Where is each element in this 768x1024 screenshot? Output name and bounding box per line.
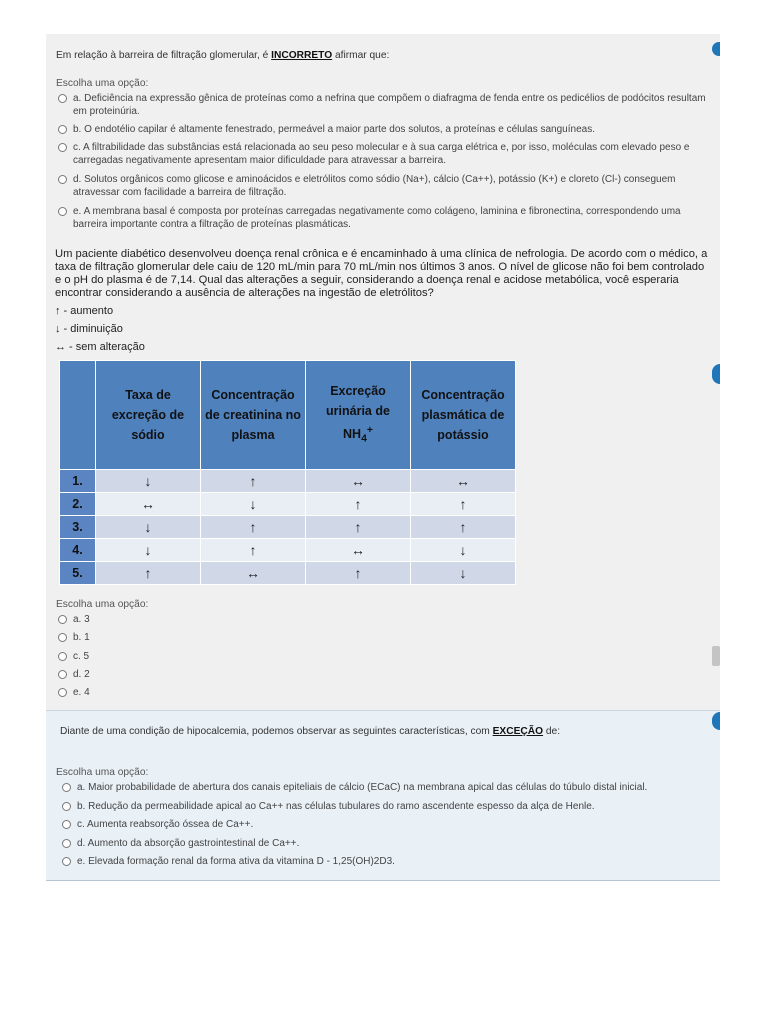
table-header: Taxa de excreção de sódio <box>96 361 201 470</box>
table-cell: ↑ <box>201 470 306 493</box>
option-text: e. Elevada formação renal da forma ativa da vitamina D - 1,25(OH)2D3. <box>77 856 395 867</box>
option-text: b. 1 <box>73 632 90 643</box>
radio-button[interactable] <box>62 783 71 792</box>
legend-no-change: ↔ - sem alteração <box>55 341 145 353</box>
table-cell: ↑ <box>411 493 516 516</box>
side-nav-tab[interactable] <box>712 712 720 730</box>
table-cell: ↑ <box>306 562 411 585</box>
quiz-page <box>46 34 720 879</box>
radio-button[interactable] <box>58 94 67 103</box>
option-d[interactable] <box>62 838 712 852</box>
table-cell: ↔ <box>306 539 411 562</box>
table-cell: ↓ <box>96 539 201 562</box>
option-text: a. Maior probabilidade de abertura dos canais epiteliais de cálcio (ECaC) na membrana apical das células do túbulo distal inicial. <box>77 782 648 793</box>
option-c[interactable] <box>58 142 708 168</box>
option-text: d. 2 <box>73 669 90 680</box>
table-header: Concentração plasmática de potássio <box>411 361 516 470</box>
option-b[interactable] <box>62 801 712 815</box>
option-c[interactable] <box>58 651 708 665</box>
row-number: 2. <box>60 493 96 516</box>
table-header: Concentração de creatinina no plasma <box>201 361 306 470</box>
option-text: a. Deficiência na expressão gênica de proteínas como a nefrina que compõem o diafragma de fenda entre os pedicélios de podócitos resultam em proteinúria. <box>73 93 706 117</box>
radio-button[interactable] <box>58 670 67 679</box>
radio-button[interactable] <box>58 125 67 134</box>
radio-button[interactable] <box>58 143 67 152</box>
table-cell: ↑ <box>306 516 411 539</box>
table-cell: ↓ <box>96 516 201 539</box>
option-a[interactable] <box>62 782 712 796</box>
table-cell: ↑ <box>411 516 516 539</box>
legend-decrease: ↓ - diminuição <box>55 323 123 335</box>
table-cell: ↓ <box>411 539 516 562</box>
option-text: b. O endotélio capilar é altamente fenestrado, permeável a maior parte dos solutos, a proteínas e células sanguíneas. <box>73 124 595 135</box>
option-e[interactable] <box>58 687 708 701</box>
table-row <box>60 539 516 562</box>
option-c[interactable] <box>62 819 712 833</box>
choose-option-label: Escolha uma opção: <box>56 78 149 89</box>
row-number: 5. <box>60 562 96 585</box>
radio-button[interactable] <box>62 820 71 829</box>
row-number: 4. <box>60 539 96 562</box>
legend-increase: ↑ - aumento <box>55 305 114 317</box>
radio-button[interactable] <box>58 633 67 642</box>
table-row <box>60 516 516 539</box>
option-text: c. A filtrabilidade das substâncias está relacionada ao seu peso molecular e à sua carga elétrica e, por isso, moléculas com elevado peso e carregadas negativamente apresentam maior dificuldade para atravessar a barreira. <box>73 142 690 166</box>
table-cell: ↑ <box>96 562 201 585</box>
radio-button[interactable] <box>62 857 71 866</box>
table-header: Excreção urinária de $NH_4^+$ <box>306 361 411 470</box>
radio-button[interactable] <box>62 802 71 811</box>
option-text: b. Redução da permeabilidade apical ao Ca++ nas células tubulares do ramo ascendente espesso da alça de Henle. <box>77 801 595 812</box>
question-2-text: Diante de uma condição de hipocalcemia, podemos observar as seguintes características, com EXCEÇÃO de: <box>60 726 561 737</box>
option-text: d. Aumento da absorção gastrointestinal de Ca++. <box>77 838 300 849</box>
radio-button[interactable] <box>58 615 67 624</box>
side-nav-tab[interactable] <box>712 364 720 384</box>
radio-button[interactable] <box>58 688 67 697</box>
table-cell: ↓ <box>96 470 201 493</box>
radio-button[interactable] <box>58 175 67 184</box>
row-number: 3. <box>60 516 96 539</box>
option-text: d. Solutos orgânicos como glicose e aminoácidos e eletrólitos como sódio (Na+), cálcio (Ca++), potássio (K+) e cloreto (Cl-) conseguem atravessar com facilidade a barreira de filtração. <box>73 174 676 198</box>
option-e[interactable] <box>58 206 708 232</box>
choose-option-label: Escolha uma opção: <box>56 767 149 778</box>
table-cell: ↔ <box>201 562 306 585</box>
radio-button[interactable] <box>58 207 67 216</box>
table-header <box>60 361 96 470</box>
table-row <box>60 562 516 585</box>
question-2-panel <box>46 710 720 881</box>
question-1-text: Em relação à barreira de filtração glomerular, é INCORRETO afirmar que: <box>56 50 390 61</box>
table-cell: ↓ <box>411 562 516 585</box>
table-header-row <box>60 361 516 470</box>
table-cell: ↑ <box>201 516 306 539</box>
table-cell: ↔ <box>306 470 411 493</box>
table-cell: ↓ <box>201 493 306 516</box>
table-row <box>60 493 516 516</box>
scrollbar-thumb[interactable] <box>712 646 720 666</box>
option-d[interactable] <box>58 174 708 200</box>
option-b[interactable] <box>58 632 708 646</box>
option-text: e. A membrana basal é composta por proteínas carregadas negativamente como colágeno, laminina e fibronectina, correspondendo uma barreira importante contra a filtração de proteínas plasmáticas. <box>73 206 681 230</box>
side-nav-tab[interactable] <box>712 42 720 56</box>
question-1-panel <box>46 34 720 710</box>
option-text: c. Aumenta reabsorção óssea de Ca++. <box>77 819 254 830</box>
alterations-table <box>59 360 516 585</box>
option-a[interactable] <box>58 614 708 628</box>
table-cell: ↔ <box>96 493 201 516</box>
question-2-emphasis: EXCEÇÃO <box>492 726 544 737</box>
option-text: c. 5 <box>73 651 90 662</box>
table-cell: ↔ <box>411 470 516 493</box>
table-cell: ↑ <box>306 493 411 516</box>
option-e[interactable] <box>62 856 712 870</box>
option-a[interactable] <box>58 93 708 119</box>
row-number: 1. <box>60 470 96 493</box>
radio-button[interactable] <box>58 652 67 661</box>
question-1-emphasis: INCORRETO <box>271 50 333 61</box>
radio-button[interactable] <box>62 839 71 848</box>
case-text: Um paciente diabético desenvolveu doença renal crônica e é encaminhado à uma clínica de nefrologia. De acordo com o médico, a taxa de filtração glomerular dele caiu de 120 mL/min para 70 mL/min nos últimos 3 anos. O nível de glicose não foi bem controlado e o pH do plasma é de 7,14. Qual das alterações a seguir, considerando a doença renal e acidose metabólica, você esperaria encontrar considerando a ausência de alterações na ingestão de eletrólitos? <box>55 248 708 299</box>
table-cell: ↑ <box>201 539 306 562</box>
option-b[interactable] <box>58 124 708 138</box>
table-row <box>60 470 516 493</box>
choose-option-label: Escolha uma opção: <box>56 599 149 610</box>
option-d[interactable] <box>58 669 708 683</box>
option-text: a. 3 <box>73 614 90 625</box>
option-text: e. 4 <box>73 687 90 698</box>
